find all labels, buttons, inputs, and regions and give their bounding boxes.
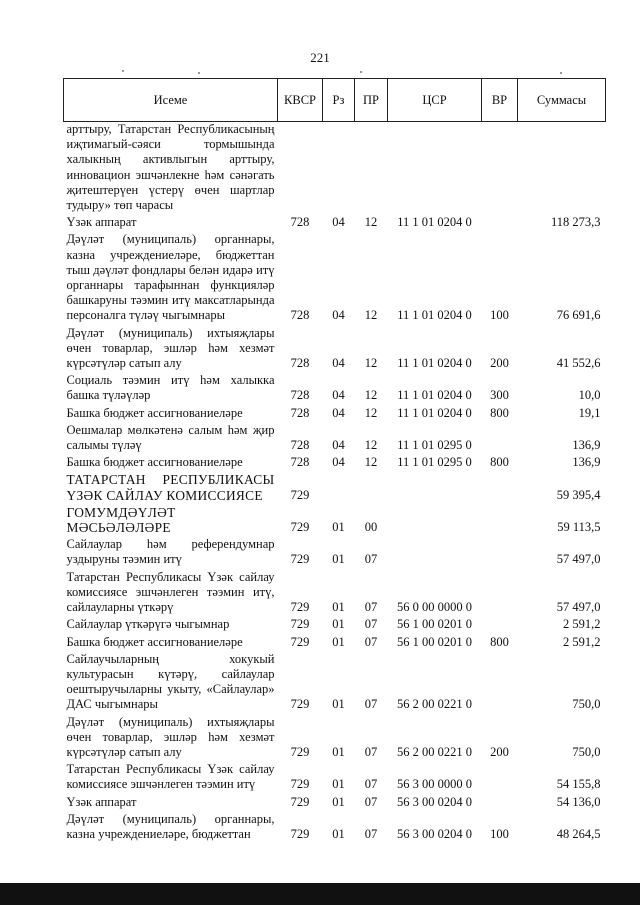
cell-sum: 136,9 bbox=[572, 455, 601, 470]
cell-csr bbox=[388, 122, 482, 214]
cell-vr bbox=[482, 213, 518, 230]
cell-kvsr: 729 bbox=[290, 777, 310, 792]
cell-name: Башка бюджет ассигнованиеләре bbox=[66, 634, 243, 649]
cell-csr: 11 1 01 0295 0 bbox=[397, 438, 472, 453]
cell-vr bbox=[482, 535, 518, 567]
cell-kvsr: 728 bbox=[290, 308, 310, 323]
cell-name: ТАТАРСТАН РЕСПУБЛИКАСЫ ҮЗӘК САЙЛАУ КОМИССИЯСЕ bbox=[66, 472, 275, 503]
table-row bbox=[64, 713, 606, 761]
cell-pr: 07 bbox=[364, 826, 378, 841]
cell-name: Башка бюджет ассигнованиеләре bbox=[66, 405, 243, 420]
cell-csr: 11 1 01 0204 0 bbox=[397, 215, 472, 230]
table-row bbox=[64, 230, 606, 323]
scan-bottom-edge bbox=[0, 883, 640, 905]
cell-csr: 56 0 00 0000 0 bbox=[397, 600, 472, 615]
cell-sum: 2 591,2 bbox=[563, 617, 601, 632]
scan-speck bbox=[122, 70, 124, 72]
cell-csr: 11 1 01 0204 0 bbox=[397, 308, 472, 323]
cell-sum: 59 113,5 bbox=[557, 520, 601, 535]
table-row bbox=[64, 404, 606, 421]
cell-rz: 04 bbox=[332, 405, 345, 420]
cell-vr bbox=[482, 568, 518, 616]
cell-kvsr: 729 bbox=[290, 826, 310, 841]
cell-kvsr: 728 bbox=[290, 356, 310, 371]
cell-sum: 48 264,5 bbox=[556, 826, 601, 841]
cell-rz: 01 bbox=[332, 617, 345, 632]
cell-pr: 12 bbox=[364, 308, 378, 323]
cell-sum: 118 273,3 bbox=[550, 215, 601, 230]
cell-kvsr: 728 bbox=[290, 405, 310, 420]
cell-name: Сайлаулар үткәрүгә чыгымнар bbox=[66, 617, 230, 632]
table-row bbox=[64, 535, 606, 567]
cell-name: Сайлаулар һәм референдумнар уздыруны тәэмин итү bbox=[66, 537, 275, 567]
cell-vr: 800 bbox=[490, 455, 509, 470]
table-row bbox=[64, 810, 606, 842]
cell-kvsr: 729 bbox=[290, 634, 310, 649]
cell-sum: 54 155,8 bbox=[556, 777, 601, 792]
cell-rz bbox=[323, 122, 355, 214]
cell-kvsr: 729 bbox=[290, 552, 310, 567]
cell-sum: 750,0 bbox=[572, 744, 601, 759]
cell-pr: 12 bbox=[364, 405, 378, 420]
cell-csr: 11 1 01 0204 0 bbox=[397, 405, 472, 420]
header-csr: ЦСР bbox=[388, 79, 482, 122]
cell-csr: 56 2 00 0221 0 bbox=[397, 697, 472, 712]
cell-kvsr: 728 bbox=[290, 455, 310, 470]
cell-pr: 00 bbox=[364, 520, 378, 535]
header-vr: ВР bbox=[482, 79, 518, 122]
cell-kvsr: 729 bbox=[290, 794, 310, 809]
cell-sum: 57 497,0 bbox=[556, 552, 601, 567]
cell-rz: 04 bbox=[332, 356, 345, 371]
cell-rz: 01 bbox=[332, 744, 345, 759]
scan-speck bbox=[198, 72, 200, 74]
table-row bbox=[64, 421, 606, 453]
cell-rz: 01 bbox=[332, 600, 345, 615]
cell-csr: 56 1 00 0201 0 bbox=[397, 617, 472, 632]
header-pr: ПР bbox=[355, 79, 388, 122]
cell-vr bbox=[482, 503, 518, 535]
cell-rz: 01 bbox=[332, 826, 345, 841]
cell-vr bbox=[482, 760, 518, 792]
scan-speck bbox=[360, 71, 362, 73]
cell-pr: 07 bbox=[364, 634, 378, 649]
cell-sum: 19,1 bbox=[578, 405, 601, 420]
scan-speck bbox=[560, 72, 562, 74]
cell-rz bbox=[323, 470, 355, 502]
table-row bbox=[64, 371, 606, 403]
cell-kvsr: 729 bbox=[290, 487, 310, 502]
cell-csr: 11 1 01 0204 0 bbox=[397, 356, 472, 371]
cell-vr: 100 bbox=[490, 308, 509, 323]
cell-name: Дәүләт (муниципаль) органнары, казна учреждениеләре, бюджеттан bbox=[66, 811, 275, 841]
budget-table bbox=[63, 78, 605, 842]
cell-vr bbox=[482, 421, 518, 453]
cell-sum: 41 552,6 bbox=[556, 356, 601, 371]
cell-vr: 300 bbox=[490, 388, 509, 403]
cell-vr bbox=[482, 650, 518, 713]
cell-rz: 01 bbox=[332, 552, 345, 567]
cell-vr: 200 bbox=[490, 356, 509, 371]
table-body bbox=[64, 122, 606, 843]
cell-name: Дәүләт (муниципаль) ихтыяҗлары өчен товарлар, эшләр һәм хезмәт күрсәтүләр сатып алу bbox=[66, 325, 275, 371]
cell-kvsr: 729 bbox=[290, 600, 310, 615]
cell-kvsr: 728 bbox=[290, 388, 310, 403]
table-row bbox=[64, 213, 606, 230]
cell-rz: 04 bbox=[332, 438, 345, 453]
table-row bbox=[64, 568, 606, 616]
table-header-row bbox=[64, 79, 606, 122]
cell-pr: 12 bbox=[364, 356, 378, 371]
table-row bbox=[64, 453, 606, 470]
cell-pr: 12 bbox=[364, 438, 378, 453]
cell-sum bbox=[518, 122, 606, 214]
cell-name: Дәүләт (муниципаль) органнары, казна учреждениеләре, бюджеттан тыш дәүләт фондлары белән идарә итү органнары тарафыннан функцияләр башкаруны тәэмин итү максатларында персоналга түләү чыгымнары bbox=[66, 232, 275, 323]
cell-kvsr: 728 bbox=[290, 438, 310, 453]
cell-rz: 01 bbox=[332, 520, 345, 535]
cell-csr: 11 1 01 0295 0 bbox=[397, 455, 472, 470]
cell-csr: 11 1 01 0204 0 bbox=[397, 388, 472, 403]
cell-rz: 04 bbox=[332, 388, 345, 403]
cell-sum: 10,0 bbox=[578, 388, 601, 403]
cell-rz: 04 bbox=[332, 308, 345, 323]
cell-sum: 750,0 bbox=[572, 697, 601, 712]
cell-pr: 07 bbox=[364, 617, 378, 632]
cell-rz: 04 bbox=[332, 215, 345, 230]
cell-name: Сайлаучыларның хокукый культурасын күтәрү, сайлаулар оештыручыларны укыту, «Сайлаулар» ДАС чыгымнары bbox=[66, 651, 275, 712]
cell-pr: 12 bbox=[364, 388, 378, 403]
cell-vr: 200 bbox=[490, 744, 509, 759]
cell-name: Социаль тәэмин итү һәм халыкка башка түләүләр bbox=[66, 373, 275, 403]
header-rz: Рз bbox=[323, 79, 355, 122]
cell-sum: 76 691,6 bbox=[556, 308, 601, 323]
cell-name: Башка бюджет ассигнованиеләре bbox=[66, 455, 243, 470]
table-row bbox=[64, 793, 606, 810]
cell-kvsr: 729 bbox=[290, 697, 310, 712]
cell-pr: 07 bbox=[364, 600, 378, 615]
cell-sum: 2 591,2 bbox=[563, 634, 601, 649]
cell-pr: 07 bbox=[364, 794, 378, 809]
cell-rz: 04 bbox=[332, 455, 345, 470]
cell-vr: 800 bbox=[490, 405, 509, 420]
cell-csr: 56 1 00 0201 0 bbox=[397, 634, 472, 649]
cell-name: Дәүләт (муниципаль) ихтыяҗлары өчен товарлар, эшләр һәм хезмәт күрсәтүләр сатып алу bbox=[66, 714, 275, 759]
cell-sum: 59 395,4 bbox=[556, 487, 601, 502]
header-kvsr: КВСР bbox=[278, 79, 323, 122]
table-row bbox=[64, 122, 606, 214]
cell-kvsr bbox=[278, 122, 323, 214]
cell-sum: 54 136,0 bbox=[556, 794, 601, 809]
cell-vr: 100 bbox=[490, 826, 509, 841]
cell-sum: 136,9 bbox=[572, 438, 601, 453]
cell-csr bbox=[388, 535, 482, 567]
cell-vr bbox=[482, 793, 518, 810]
page-number: 221 bbox=[310, 50, 330, 65]
cell-pr: 07 bbox=[364, 697, 378, 712]
cell-vr: 800 bbox=[490, 634, 509, 649]
cell-pr: 07 bbox=[364, 744, 378, 759]
header-sum: Суммасы bbox=[518, 79, 606, 122]
table-row bbox=[64, 503, 606, 535]
cell-pr bbox=[355, 122, 388, 214]
cell-csr: 56 2 00 0221 0 bbox=[397, 744, 472, 759]
cell-vr bbox=[482, 470, 518, 502]
cell-pr: 12 bbox=[364, 215, 378, 230]
cell-name: арттыру, Татарстан Республикасының иҗтимагый-сәяси тормышында халыкның активлыгын арттыру, инновацион эшчәнлекне һәм сәнәгать җитештерүен үстерү өчен шартлар тудыру» төп чарасы bbox=[66, 122, 275, 213]
cell-csr bbox=[388, 470, 482, 502]
cell-kvsr: 728 bbox=[290, 215, 310, 230]
cell-pr: 12 bbox=[364, 455, 378, 470]
cell-vr bbox=[482, 615, 518, 632]
cell-csr: 56 3 00 0204 0 bbox=[397, 826, 472, 841]
cell-rz: 01 bbox=[332, 777, 345, 792]
cell-name: Оешмалар мөлкәтенә салым һәм җир салымы түләү bbox=[66, 422, 275, 453]
table-row bbox=[64, 633, 606, 650]
cell-kvsr: 729 bbox=[290, 617, 310, 632]
table-row bbox=[64, 615, 606, 632]
cell-pr bbox=[355, 470, 388, 502]
cell-kvsr: 729 bbox=[290, 520, 310, 535]
cell-name: Үзәк аппарат bbox=[66, 215, 137, 230]
cell-pr: 07 bbox=[364, 552, 378, 567]
cell-rz: 01 bbox=[332, 697, 345, 712]
cell-kvsr: 729 bbox=[290, 744, 310, 759]
header-name: Исеме bbox=[64, 79, 278, 122]
table-row bbox=[64, 324, 606, 372]
cell-csr: 56 3 00 0000 0 bbox=[397, 777, 472, 792]
cell-rz: 01 bbox=[332, 794, 345, 809]
cell-csr bbox=[388, 503, 482, 535]
table-row bbox=[64, 650, 606, 713]
cell-csr: 56 3 00 0204 0 bbox=[397, 794, 472, 809]
cell-name: Үзәк аппарат bbox=[66, 794, 137, 809]
cell-sum: 57 497,0 bbox=[556, 600, 601, 615]
cell-pr: 07 bbox=[364, 777, 378, 792]
cell-rz: 01 bbox=[332, 634, 345, 649]
cell-name: Татарстан Республикасы Үзәк сайлау комиссиясе эшчәнлеген тәэмин итү, сайлауларны үткәрү bbox=[66, 569, 275, 615]
cell-name: ГОМУМДӘҮЛӘТ МӘСЬӘЛӘЛӘРЕ bbox=[66, 504, 176, 536]
cell-vr bbox=[482, 122, 518, 214]
table-row bbox=[64, 470, 606, 502]
table-row bbox=[64, 760, 606, 792]
cell-name: Татарстан Республикасы Үзәк сайлау комиссиясе эшчәнлеген тәэмин итү bbox=[66, 762, 275, 792]
